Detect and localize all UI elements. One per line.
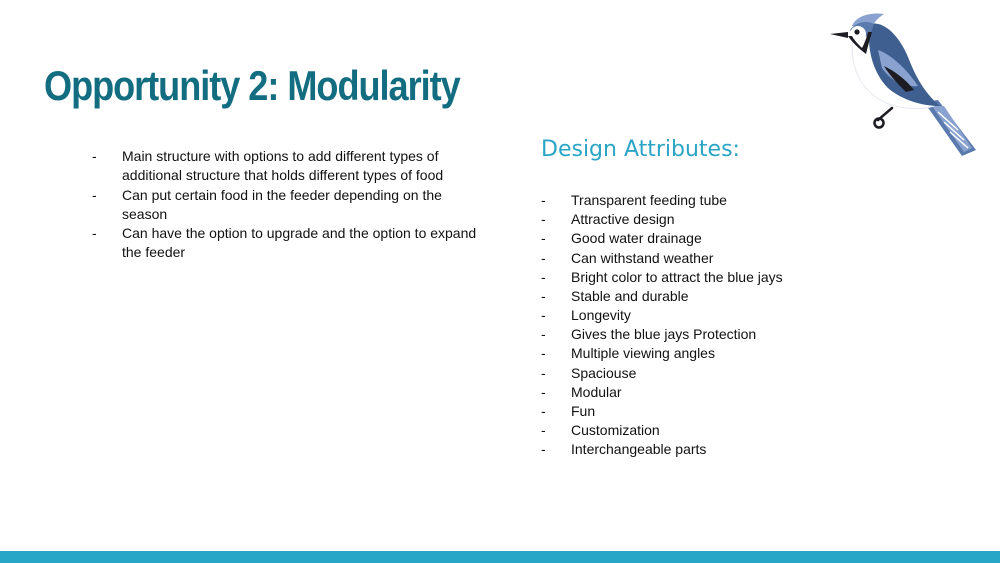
list-item: - Attractive design xyxy=(541,210,841,229)
list-item: - Can put certain food in the feeder depending on the season xyxy=(92,186,482,225)
design-attributes-heading: Design Attributes: xyxy=(541,137,740,162)
slide-title: Opportunity 2: Modularity xyxy=(44,62,460,109)
list-item: - Can have the option to upgrade and the option to expand the feeder xyxy=(92,224,482,263)
design-attributes-list xyxy=(541,191,841,459)
opportunity-bullet-list xyxy=(92,147,482,263)
list-item: - Gives the blue jays Protection xyxy=(541,325,841,344)
list-item: - Can withstand weather xyxy=(541,249,841,268)
bottom-accent-bar xyxy=(0,551,1000,563)
list-item: - Stable and durable xyxy=(541,287,841,306)
list-item: - Longevity xyxy=(541,306,841,325)
list-item: - Fun xyxy=(541,402,841,421)
list-item: - Main structure with options to add different types of additional structure that holds different types of food xyxy=(92,147,482,186)
blue-jay-icon xyxy=(826,10,978,160)
list-item: - Interchangeable parts xyxy=(541,440,841,459)
list-item: - Good water drainage xyxy=(541,229,841,248)
list-item: - Spaciouse xyxy=(541,364,841,383)
list-item: - Bright color to attract the blue jays xyxy=(541,268,841,287)
list-item: - Customization xyxy=(541,421,841,440)
list-item: - Modular xyxy=(541,383,841,402)
list-item: - Multiple viewing angles xyxy=(541,344,841,363)
list-item: - Transparent feeding tube xyxy=(541,191,841,210)
